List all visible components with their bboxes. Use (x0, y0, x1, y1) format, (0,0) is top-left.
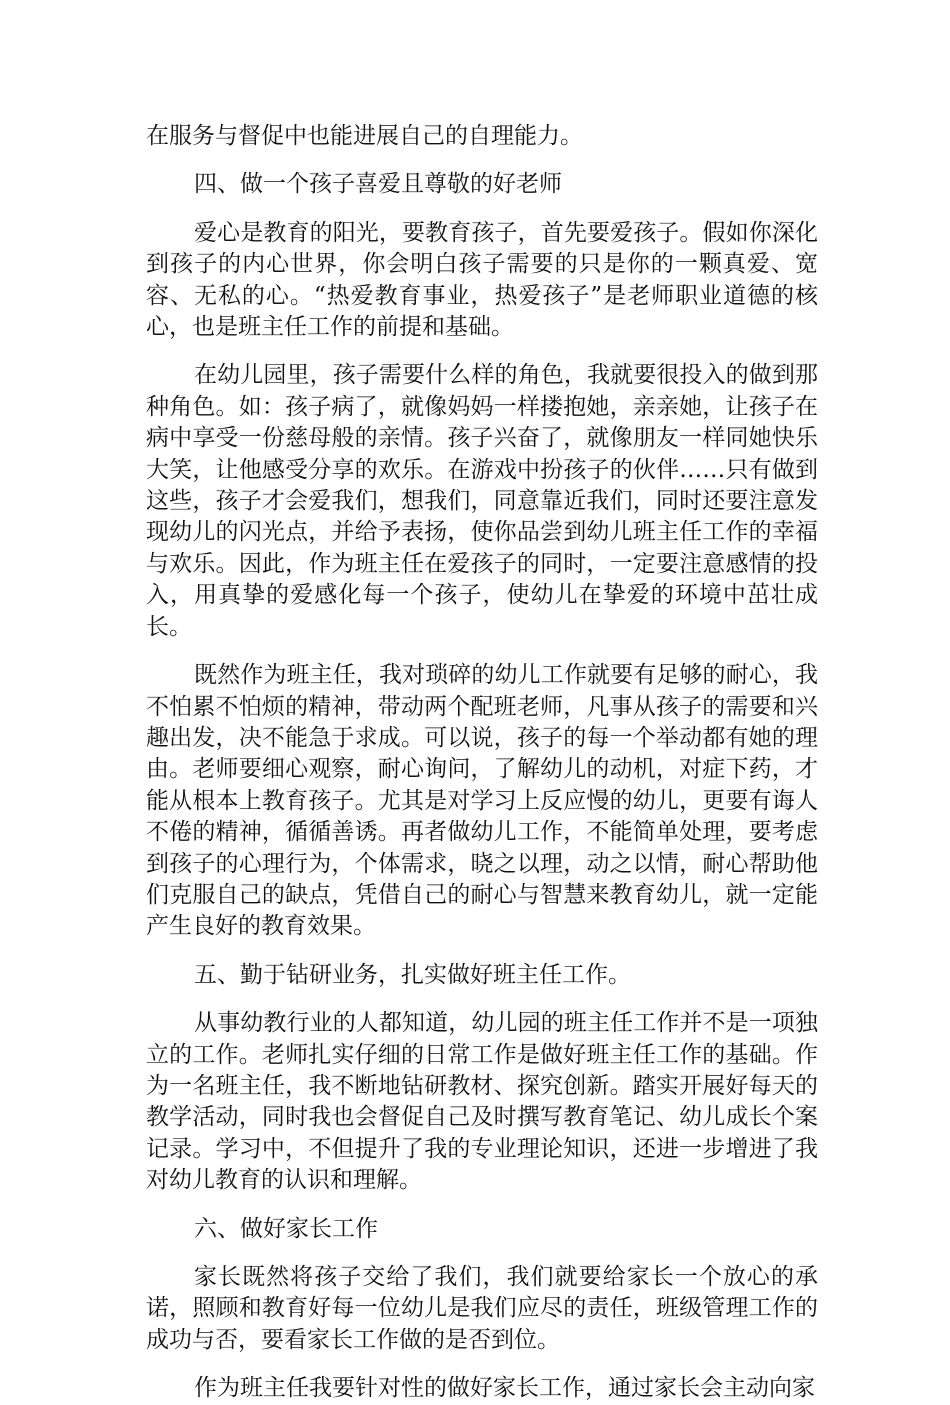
paragraph-roles: 在幼儿园里，孩子需要什么样的角色，我就要很投入的做到那种角色。如：孩子病了，就像妈妈一样搂抱她，亲亲她，让孩子在病中享受一份慈母般的亲情。孩子兴奋了，就像朋友一样同她快乐大笑，让他感受分享的欢乐。在游戏中扮孩子的伙伴……只有做到这些，孩子才会爱我们，想我们，同意靠近我们，同时还要注意发现幼儿的闪光点，并给予表扬，使你品尝到幼儿班主任工作的幸福与欢乐。因此，作为班主任在爱孩子的同时，一定要注意感情的投入，用真挚的爱感化每一个孩子，使幼儿在挚爱的环境中茁壮成长。 (146, 362, 818, 640)
section-heading-4: 四、做一个孩子喜爱且尊敬的好老师 (194, 171, 562, 198)
paragraph-parents-work: 作为班主任我要针对性的做好家长工作，通过家长会主动向家 (194, 1375, 815, 1402)
section-heading-6: 六、做好家长工作 (194, 1215, 378, 1242)
paragraph-research: 从事幼教行业的人都知道，幼儿园的班主任工作并不是一项独立的工作。老师扎实仔细的日常工作是做好班主任工作的基础。作为一名班主任，我不断地钻研教材、探究创新。踏实开展好每天的教学活动，同时我也会督促自己及时撰写教育笔记、幼儿成长个案记录。学习中，不但提升了我的专业理论知识，还进一步增进了我对幼儿教育的认识和理解。 (146, 1010, 818, 1194)
section-heading-5: 五、勤于钻研业务，扎实做好班主任工作。 (194, 961, 631, 988)
paragraph-patience: 既然作为班主任，我对琐碎的幼儿工作就要有足够的耐心，我不怕累不怕烦的精神，带动两个配班老师，凡事从孩子的需要和兴趣出发，决不能急于求成。可以说，孩子的每一个举动都有她的理由。老师要细心观察，耐心询问，了解幼儿的动机，对症下药，才能从根本上教育孩子。尤其是对学习上反应慢的幼儿，更要有诲人不倦的精神，循循善诱。再者做幼儿工作，不能简单处理，要考虑到孩子的心理行为，个体需求，晓之以理，动之以情，耐心帮助他们克服自己的缺点，凭借自己的耐心与智慧来教育幼儿，就一定能产生良好的教育效果。 (146, 662, 818, 940)
paragraph-parents: 家长既然将孩子交给了我们，我们就要给家长一个放心的承诺，照顾和教育好每一位幼儿是我们应尽的责任，班级管理工作的成功与否，要看家长工作做的是否到位。 (146, 1264, 818, 1353)
document-page (146, 121, 818, 1405)
paragraph-continuation: 在服务与督促中也能进展自己的自理能力。 (146, 123, 583, 149)
paragraph-love: 爱心是教育的阳光，要教育孩子，首先要爱孩子。假如你深化到孩子的内心世界，你会明白孩子需要的只是你的一颗真爱、宽容、无私的心。“热爱教育事业，热爱孩子”是老师职业道德的核心，也是班主任工作的前提和基础。 (146, 219, 818, 341)
